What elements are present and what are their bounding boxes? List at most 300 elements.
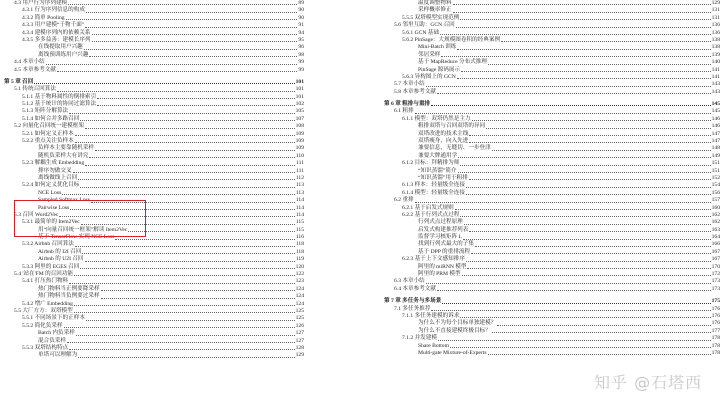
toc-leader-dots (85, 128, 295, 129)
toc-page-number: 109 (295, 130, 304, 137)
toc-entry-title: 5.5 大厂方方：双塔模型 (14, 308, 73, 314)
toc-entry-title: 7.1 多任务推荐 (394, 305, 431, 312)
toc-page-number: 91 (298, 22, 304, 29)
toc-page-number: 143 (711, 88, 720, 95)
toc-entry (384, 7, 720, 14)
toc-leader-dots (76, 335, 295, 336)
toc-entry-title: 离线做线上召回 (38, 174, 78, 181)
toc-entry-title: 热门物料当正例要降采样 (38, 285, 100, 292)
toc-entry-title: 6.1 粗排 (394, 108, 414, 115)
toc-leader-dots (457, 78, 711, 79)
toc-page-number: 102 (295, 101, 304, 108)
toc-leader-dots (475, 246, 711, 247)
toc-entry-title: Pairwise Loss (38, 204, 70, 211)
toc-page-number: 113 (295, 182, 304, 189)
toc-entry (4, 131, 306, 138)
toc-entry-title: 4.3.4 建模序列内的依赖关系 (22, 29, 91, 36)
toc-leader-dots (457, 49, 710, 50)
toc-entry (4, 44, 306, 51)
toc-page-number: 167 (711, 248, 720, 255)
toc-page-number: 114 (295, 204, 304, 211)
toc-leader-dots (466, 261, 711, 262)
toc-leader-dots (82, 253, 294, 254)
toc-entry-title: 5.5.5 双塔模型实现范例 (402, 14, 460, 21)
toc-entry-title: 基于 TensorFlow 实现 NCE Loss (38, 234, 115, 241)
toc-leader-dots (128, 231, 294, 232)
toc-entry (4, 108, 306, 115)
toc-entry (4, 86, 306, 93)
toc-page-number: 166 (711, 241, 720, 248)
toc-page-number: 89 (298, 0, 304, 6)
toc-leader-dots (84, 49, 298, 50)
toc-page-number: 118 (295, 241, 304, 248)
toc-entry-title: “知识蒸馏”用于粗排 (418, 174, 468, 181)
toc-page-number: 162 (711, 219, 720, 226)
toc-page-number: 114 (295, 197, 304, 204)
toc-entry (4, 59, 306, 66)
toc-entry (384, 343, 720, 350)
toc-entry (384, 306, 720, 313)
toc-entry-title: 5.6 邻里互助：GCN 召回 (394, 22, 455, 29)
toc-entry-title: 5.1.2 基于统计的协同过滤算法 (22, 101, 97, 108)
toc-page-number: 136 (711, 22, 720, 29)
toc-page-number: 178 (711, 335, 720, 342)
toc-entry-title: 负样本主要靠随机采样 (38, 145, 94, 152)
toc-entry-title: 6.3 本章小结 (394, 278, 425, 285)
toc-entry (384, 256, 720, 263)
toc-entry-title: Mini-Batch 训练 (418, 44, 457, 51)
toc-leader-dots (471, 253, 711, 254)
toc-page-number: 113 (295, 189, 304, 196)
toc-entry-title: 5.3.3 阿里的 EGES 召回 (22, 263, 80, 270)
toc-entry (4, 293, 306, 300)
toc-entry-title: 热门物料当负例要过采样 (38, 293, 100, 300)
toc-entry-title: 邻居采样 (418, 51, 441, 58)
toc-entry (4, 67, 306, 74)
toc-page-number: 109 (295, 138, 304, 145)
toc-leader-dots (462, 275, 711, 276)
toc-entry-title: 6.2.1 基于启发式规则 (402, 204, 454, 211)
toc-entry-title: 第 6 章 粗排与重排 (384, 101, 431, 108)
toc-entry-title: “知识蒸馏”简介 (418, 167, 457, 174)
toc-leader-dots (460, 216, 710, 217)
toc-leader-dots (85, 261, 295, 262)
toc-leader-dots (74, 312, 295, 313)
toc-page-number: 140 (711, 59, 720, 66)
toc-page-number: 170 (711, 263, 720, 270)
toc-entry-title: 6.1.1 模型：双塔仍然是主力 (402, 115, 471, 122)
toc-entry-title: 基于 MapReduce 分布式推理 (418, 59, 487, 66)
toc-leader-dots (488, 354, 711, 355)
toc-page-number: 164 (711, 234, 720, 241)
toc-page-number: 128 (295, 344, 304, 351)
toc-leader-dots (73, 172, 295, 173)
toc-page-number: 129 (711, 0, 720, 6)
toc-page-number: 114 (295, 211, 304, 218)
toc-entry (384, 182, 720, 189)
toc-entry (4, 330, 306, 337)
toc-entry-title: 5.1.3 矩阵分解算法 (22, 108, 69, 115)
toc-leader-dots (62, 194, 295, 195)
toc-page-number: 98 (298, 51, 304, 58)
toc-page-number: 173 (711, 285, 720, 292)
toc-leader-dots (426, 86, 711, 87)
toc-entry-title: NCE Loss (38, 189, 62, 196)
toc-page-number: 108 (295, 123, 304, 130)
toc-entry (384, 123, 720, 130)
toc-leader-dots (461, 71, 711, 72)
toc-entry-title: 4.3.3 用户建模“千物千面” (22, 22, 85, 29)
toc-page-number: 118 (295, 248, 304, 255)
toc-page-number: 141 (711, 73, 720, 80)
toc-leader-dots (80, 268, 294, 269)
toc-leader-dots (497, 325, 710, 326)
toc-leader-dots (466, 187, 711, 188)
toc-entry-title: 7.1.1 多任务建模的诉求 (402, 313, 460, 319)
toc-entry-title: 5.4.2 增广 Embedding (22, 300, 73, 307)
toc-entry (4, 123, 306, 130)
toc-leader-dots (450, 347, 711, 348)
toc-leader-dots (469, 142, 710, 143)
toc-entry-title: 排序勿做交叉 (38, 167, 72, 174)
toc-page-number: 156 (711, 189, 720, 196)
toc-leader-dots (67, 342, 295, 343)
toc-entry-title: 6.1.4 模型：轻量级全连接 (402, 189, 465, 196)
toc-page-number: 101 (295, 86, 304, 93)
toc-leader-dots (415, 202, 711, 203)
toc-entry-title: 6.2.2 基于行列式点过程 (402, 211, 460, 218)
toc-leader-dots (469, 231, 710, 232)
toc-entry (4, 264, 306, 271)
toc-entry-title: 7.1.2 并发建模 (402, 335, 437, 342)
toc-page-number: 94 (298, 29, 304, 36)
toc-leader-dots (57, 71, 297, 72)
toc-leader-dots (92, 34, 298, 35)
toc-entry-title: 用“向量召回统一框架”解读 Item2Vec (38, 226, 128, 233)
toc-entry-title: 为什么不直接建模终极目标？ (418, 327, 491, 334)
watermark: 知乎 @石塔西 (594, 373, 703, 392)
toc-entry-title: 4.3.5 多多益善：建模长序列 (22, 36, 91, 43)
toc-entry-title: 阿里的 PRM 模型 (418, 271, 461, 278)
toc-page-number: 112 (295, 174, 304, 181)
toc-leader-dots (95, 150, 295, 151)
toc-page-number: 178 (711, 342, 720, 349)
toc-leader-dots (80, 120, 294, 121)
toc-leader-dots (460, 19, 710, 20)
toc-entry-title: 兼要信息，无缝切、一步登津 (418, 145, 491, 152)
toc-entry (384, 350, 720, 357)
toc-page-number: 119 (295, 256, 304, 263)
toc-page-number: 126 (295, 322, 304, 329)
toc-entry (384, 335, 720, 342)
toc-page-number: 124 (295, 300, 304, 307)
toc-leader-dots (453, 4, 711, 5)
toc-entry-title: 5.5.3 双塔结构特点 (22, 344, 69, 351)
toc-right-column (384, 0, 720, 357)
toc-page-number: 147 (711, 130, 720, 137)
toc-page-number: 124 (295, 285, 304, 292)
toc-entry (4, 94, 306, 101)
toc-entry-title: Airbnb 的 I2I 召回 (38, 248, 82, 255)
toc-entry (4, 242, 306, 249)
toc-entry-title: Share Bottom (418, 342, 449, 349)
toc-page-number: 90 (298, 14, 304, 21)
toc-leader-dots (437, 93, 711, 94)
toc-entry-title: 5.6.3 异构图上的 GCN (402, 73, 456, 80)
toc-page-number: 172 (711, 271, 720, 278)
toc-entry-title: Multi-gate Mixture-of-Experts (418, 349, 487, 356)
toc-entry-title: 4.5 本章参考文献 (14, 66, 56, 73)
toc-entry-title: 5.3.1 最简单的 Item2Vec (22, 219, 80, 226)
toc-page-number: 177 (711, 327, 720, 334)
toc-entry (384, 81, 720, 88)
toc-page-number: 145 (711, 101, 720, 108)
toc-page-number: 139 (711, 51, 720, 58)
toc-entry (384, 30, 720, 37)
toc-page-number: 110 (295, 152, 304, 159)
toc-entry (4, 301, 306, 308)
toc-leader-dots (78, 179, 295, 180)
toc-page-number: 101 (295, 78, 304, 85)
toc-entry (4, 352, 306, 359)
toc-page-number: 123 (295, 278, 304, 285)
toc-leader-dots (64, 327, 295, 328)
toc-leader-dots (80, 187, 294, 188)
toc-entry-title: 4.3 用户行为序列建模 (14, 0, 68, 6)
toc-entry (384, 278, 720, 285)
toc-entry (384, 264, 720, 271)
toc-entry-title: 混合负采样 (38, 337, 66, 344)
toc-leader-dots (415, 113, 711, 114)
toc-leader-dots (455, 209, 711, 210)
toc-leader-dots (426, 283, 711, 284)
toc-entry-title: 粗排双塔与召回双塔的异同 (418, 123, 486, 130)
toc-page-number: 136 (711, 29, 720, 36)
toc-entry-title: Sampled Softmax Loss (38, 197, 90, 204)
toc-page-number: 160 (711, 204, 720, 211)
highlight-box (14, 200, 146, 237)
toc-leader-dots (469, 135, 710, 136)
toc-entry-title: 为什么不为每个目标单独建模？ (418, 320, 497, 327)
toc-entry-title: 5.4.1 打压热门物料 (22, 278, 69, 285)
toc-entry-title: 5.6.1 GCN 基础 (402, 29, 439, 36)
toc-page-number: 176 (711, 320, 720, 327)
toc-entry (4, 160, 306, 167)
toc-leader-dots (34, 83, 294, 84)
toc-page-number: 115 (295, 226, 304, 233)
toc-entry (4, 278, 306, 285)
toc-entry-title: 行列式点过程原理 (418, 219, 463, 226)
toc-entry-title: 4.3.1 行为序列信息的构成 (22, 7, 85, 14)
toc-entry (384, 67, 720, 74)
toc-chapter-entry (384, 101, 720, 108)
toc-leader-dots (469, 179, 711, 180)
toc-leader-dots (488, 64, 711, 65)
toc-entry-title: 阿里的 miRNN 模型 (418, 263, 467, 270)
toc-left-column (4, 0, 306, 360)
toc-entry-title: 4.3.2 简单 Pooling (22, 14, 65, 21)
toc-entry-title: 4.4 本章小结 (14, 59, 45, 66)
toc-entry-title: 监督学习核矩阵 L (418, 234, 462, 241)
toc-leader-dots (501, 41, 711, 42)
toc-entry-title: 5.3.2 Airbnb 召回算法 (22, 241, 74, 248)
toc-leader-dots (458, 157, 710, 158)
toc-leader-dots (438, 340, 711, 341)
toc-leader-dots (74, 305, 295, 306)
toc-entry-title: 采样概率修正 (418, 7, 452, 14)
toc-page-number: 178 (711, 349, 720, 356)
toc-entry-title: 单塔可以理解为 (38, 352, 78, 359)
toc-entry (384, 131, 720, 138)
toc-page-number: 107 (295, 115, 304, 122)
toc-leader-dots (69, 113, 294, 114)
toc-entry (4, 315, 306, 322)
toc-page-number: 146 (711, 123, 720, 130)
toc-page-number: 99 (298, 66, 304, 73)
toc-entry-title: 5.1.4 如何合并多路召回 (22, 115, 80, 122)
toc-leader-dots (85, 27, 297, 28)
toc-entry-title: 5.5.2 简化负采样 (22, 322, 63, 329)
toc-entry-title: 6.1.3 样本：轻量级全连接 (402, 182, 465, 189)
toc-page-number: 146 (711, 115, 720, 122)
toc-page-number: 131 (711, 14, 720, 21)
toc-entry-title: 启发式构建推荐列表 (418, 226, 469, 233)
toc-leader-dots (69, 349, 294, 350)
toc-entry-title: Airbnb 的 U2I 召回 (38, 256, 84, 263)
toc-entry-title: 双塔改进的技术主线 (418, 130, 469, 137)
toc-entry-title: 5.6.2 PinSage：大规模图卷积的经典案例 (402, 36, 501, 43)
toc-page-number: 127 (295, 330, 304, 337)
toc-entry (384, 205, 720, 212)
toc-page-number: 105 (295, 108, 304, 115)
toc-page-number: 120 (295, 263, 304, 270)
toc-leader-dots (69, 283, 294, 284)
toc-leader-dots (68, 4, 297, 5)
toc-entry-title: 找到行列式最大的子集 (418, 241, 474, 248)
toc-leader-dots (431, 310, 710, 311)
toc-page-number: 151 (711, 160, 720, 167)
toc-page-number: 129 (295, 352, 304, 359)
toc-leader-dots (492, 332, 711, 333)
toc-entry-title: 第 7 章 多任务与多场景 (384, 298, 442, 305)
toc-entry-title: 双塔瘦身，向入先进 (418, 138, 469, 145)
toc-entry (4, 30, 306, 37)
toc-leader-dots (92, 41, 298, 42)
toc-entry (384, 286, 720, 293)
toc-entry-title: Batch 内负采样 (38, 330, 75, 337)
toc-leader-dots (86, 320, 295, 321)
toc-leader-dots (466, 194, 711, 195)
toc-leader-dots (467, 268, 710, 269)
toc-page-number: 151 (711, 167, 720, 174)
toc-page-number: 138 (711, 36, 720, 43)
toc-page-number: 149 (711, 152, 720, 159)
toc-leader-dots (89, 157, 294, 158)
toc-page-number: 163 (711, 226, 720, 233)
toc-leader-dots (74, 275, 295, 276)
toc-entry-title: 5.2.1 如何定义正样本 (22, 130, 74, 137)
toc-entry-title: 离线预训练用户兴趣 (38, 51, 89, 58)
toc-entry-title: 6.2 重排 (394, 197, 414, 204)
toc-leader-dots (458, 172, 711, 173)
toc-leader-dots (453, 12, 711, 13)
toc-leader-dots (460, 317, 710, 318)
toc-entry-title: 5.8 本章参考文献 (394, 88, 436, 95)
toc-entry (384, 22, 720, 29)
toc-entry (384, 227, 720, 234)
toc-entry-title: 6.4 本章参考文献 (394, 285, 436, 292)
toc-entry-title: 基于 DPP 的重排流程 (418, 248, 471, 255)
toc-entry (384, 59, 720, 66)
toc-leader-dots (97, 105, 294, 106)
toc-page-number: 176 (711, 305, 720, 312)
toc-leader-dots (456, 27, 711, 28)
toc-entry (384, 145, 720, 152)
toc-entry-title: 6.2.3 基于上下文感知排序 (402, 256, 465, 263)
toc-entry-title: 5.4 '站在'FM 的召回功能 (14, 271, 74, 278)
toc-entry (384, 219, 720, 226)
toc-page-number: 162 (711, 211, 720, 218)
toc-entry (384, 271, 720, 278)
toc-entry (384, 320, 720, 327)
toc-page-number: 124 (295, 293, 304, 300)
toc-leader-dots (441, 56, 710, 57)
toc-entry-title: 5.1 传统召回算法 (14, 86, 56, 93)
toc-leader-dots (442, 303, 710, 304)
toc-leader-dots (75, 142, 295, 143)
toc-page-number: 167 (711, 256, 720, 263)
toc-entry (384, 168, 720, 175)
toc-leader-dots (66, 19, 298, 20)
toc-entry-title: 5.2 向量化召回统一建模框架 (14, 123, 84, 130)
toc-page-number: 127 (295, 337, 304, 344)
toc-leader-dots (472, 120, 711, 121)
toc-page-number: 143 (711, 81, 720, 88)
toc-entry (4, 22, 306, 29)
toc-page-number: 90 (298, 7, 304, 14)
toc-entry-title: 5.2.3 解耦生成 Embedding (22, 160, 85, 167)
toc-leader-dots (115, 239, 294, 240)
toc-entry (384, 44, 720, 51)
toc-entry-title: 第 5 章 召回 (4, 78, 34, 85)
toc-page-number: 99 (298, 59, 304, 66)
toc-page-number: 96 (298, 44, 304, 51)
toc-entry-title: 5.2.2 重点关注负样本 (22, 138, 74, 145)
toc-entry (384, 197, 720, 204)
toc-page-number: 131 (711, 7, 720, 14)
toc-page-number: 111 (296, 167, 304, 174)
toc-entry-title: 5.5.1 不同场景下的正样本 (22, 315, 85, 322)
toc-entry (4, 338, 306, 345)
toc-page-number: 125 (295, 308, 304, 314)
toc-page-number: 138 (711, 44, 720, 51)
toc-entry-title: 兼要大牌通用学 (418, 152, 458, 159)
toc-leader-dots (440, 34, 711, 35)
toc-entry (4, 145, 306, 152)
toc-leader-dots (101, 298, 295, 299)
toc-entry-title: 5.1.1 基于物料属性的倒排索引 (22, 93, 97, 100)
toc-page-number: 148 (711, 145, 720, 152)
toc-leader-dots (97, 98, 294, 99)
toc-leader-dots (492, 150, 711, 151)
toc-leader-dots (486, 128, 710, 129)
toc-page-number: 111 (296, 160, 304, 167)
toc-page-number: 154 (711, 182, 720, 189)
toc-entry (384, 74, 720, 81)
toc-entry (4, 256, 306, 263)
toc-page-number: 152 (711, 174, 720, 181)
toc-leader-dots (57, 91, 295, 92)
